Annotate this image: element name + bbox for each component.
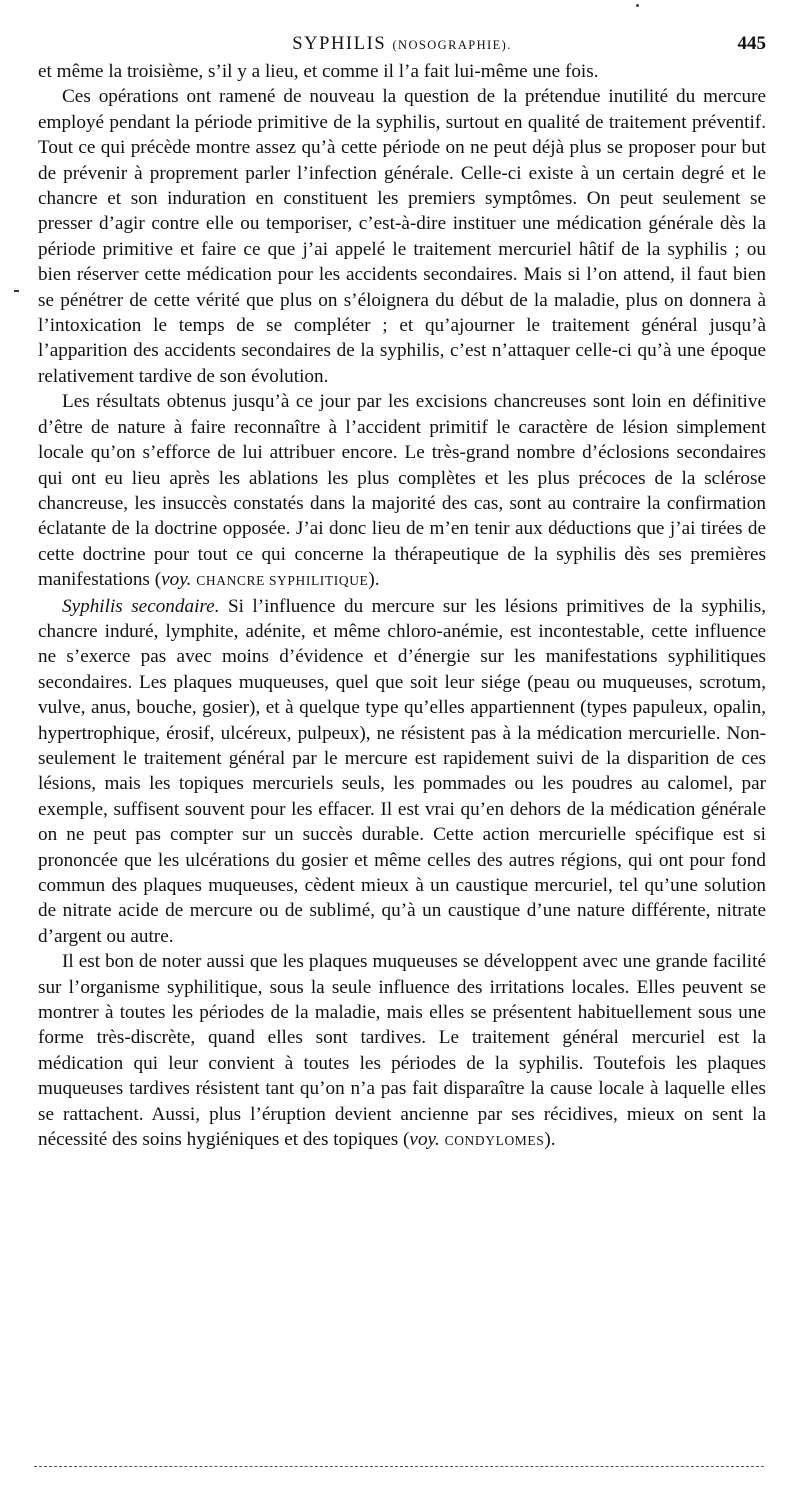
italic-text: voy. xyxy=(161,569,192,591)
paragraph xyxy=(38,594,766,950)
text-run: Les résultats obtenus jusqu’à ce jour par les excisions chancreuses sont loin en définitive d’être de nature à faire reconnaître à l’accident primitif le caractère de lésion simplement locale qu’on s’efforce de lui attribuer encore. Le très-grand nombre d’éclosions secondaires qui ont eu lieu après les ablations les plus complètes et les plus précoces de la sclérose chancreuse, les insuccès constatés dans la majorité des cas, sont au contraire la confirmation éclatante de la doctrine opposée. J’ai donc lieu de m’en tenir aux déductions que j’ai tirées de cette doctrine pour tout ce qui concerne la thérapeutique de la syphilis dès ses premières manifestations ( xyxy=(38,391,766,591)
print-speck xyxy=(636,4,639,7)
margin-mark xyxy=(14,290,19,292)
paragraph xyxy=(38,389,766,593)
text-run: ). xyxy=(368,569,380,591)
italic-text: Syphilis secondaire. xyxy=(62,595,220,617)
text-run: et même la troisième, s’il y a lieu, et comme il l’a fait lui-même une fois. xyxy=(38,61,599,82)
footer-rule xyxy=(34,1466,764,1467)
running-title: SYPHILIS xyxy=(292,34,387,54)
page-header xyxy=(38,32,766,56)
paragraph xyxy=(38,949,766,1153)
paragraph xyxy=(38,84,766,389)
body-text xyxy=(38,59,766,1153)
italic-text: voy. xyxy=(409,1129,440,1151)
paragraph xyxy=(38,59,766,84)
page-number: 445 xyxy=(737,33,766,54)
cross-reference: CONDYLOMES xyxy=(444,1133,545,1149)
running-subtitle: (NOSOGRAPHIE). xyxy=(392,38,512,52)
text-run: Si l’influence du mercure sur les lésions primitives de la syphilis, chancre induré, lymphite, adénite, et même chloro-anémie, est incontestable, cette influence ne s’exerce pas avec moins d’évidence et d’énergie sur les manifestations syphilitiques secondaires. Les plaques muqueuses, quel que soit leur siége (peau ou muqueuses, scrotum, vulve, anus, bouche, gosier), et à quelque type qu’elles appartiennent (types papuleux, opalin, hypertrophique, érosif, ulcéreux, pulpeux), ne résistent pas à la médication mercurielle. Non-seulement le traitement général par le mercure est rapidement suivi de la disparition de ces lésions, mais les topiques mercuriels seuls, les pommades ou les poudres au calomel, par exemple, suffisent souvent pour les effacer. Il est vrai qu’en dehors de la médication générale on ne peut pas compter sur un succès durable. Cette action mercurielle spécifique est si prononcée que les ulcérations du gosier et même celles des autres régions, qui ont pour fond commun des plaques muqueuses, cèdent mieux à un caustique mercuriel, tel qu’une solution de nitrate acide de mercure ou de sublimé, qu’à un caustique d’une nature différente, nitrate d’argent ou autre. xyxy=(38,595,767,947)
text-run: ). xyxy=(544,1129,556,1151)
text-run: Ces opérations ont ramené de nouveau la question de la prétendue inutilité du mercure employé pendant la période primitive de la syphilis, surtout en qualité de traitement préventif. Tout ce qui précède montre assez qu’à cette période on ne peut déjà plus se proposer pour but de prévenir à proprement parler l’infection générale. Celle-ci existe à un certain degré et le chancre et son induration en constituent les premiers symptômes. On peut seulement se presser d’agir contre elle ou temporiser, c’est-à-dire instituer une médication générale dès la période primitive et faire ce que j’ai appelé le traitement mercuriel hâtif de la syphilis ; ou bien réserver cette médication pour les accidents secondaires. Mais si l’on attend, il faut bien se pénétrer de cette vérité que plus on s’éloignera du début de la maladie, plus on donnera à l’intoxication le temps de se compléter ; et qu’ajourner le traitement général jusqu’à l’apparition des accidents secondaires de la syphilis, c’est n’attaquer celle-ci qu’à une époque relativement tardive de son évolution. xyxy=(38,86,766,387)
text-run: Il est bon de noter aussi que les plaques muqueuses se développent avec une grande facilité sur l’organisme syphilitique, sous la seule influence des irritations locales. Elles peuvent se montrer à toutes les périodes de la maladie, mais elles se présentent habituellement sous une forme très-discrète, quand elles sont tardives. Le traitement général mercuriel est la médication qui leur convient à toutes les périodes de la syphilis. Toutefois les plaques muqueuses tardives résistent tant qu’on n’a pas fait disparaître la cause locale à laquelle elles se rattachent. Aussi, plus l’éruption devient ancienne par ses récidives, mieux on sent la nécessité des soins hygiéniques et des topiques ( xyxy=(38,951,766,1151)
cross-reference: CHANCRE SYPHILITIQUE xyxy=(196,573,369,589)
running-head xyxy=(38,32,766,57)
